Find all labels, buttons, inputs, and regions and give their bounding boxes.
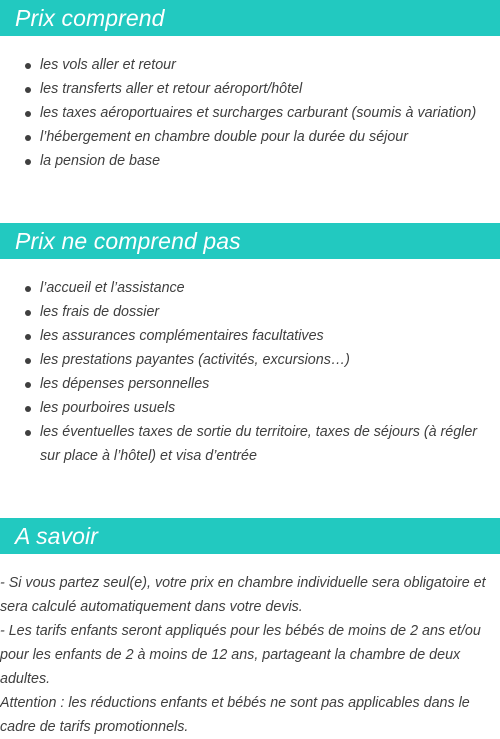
- included-section: [0, 0, 500, 36]
- bullet-icon: [25, 358, 31, 364]
- included-title: Prix comprend: [15, 5, 165, 31]
- bullet-icon: [25, 87, 31, 93]
- included-list: [0, 53, 500, 173]
- excluded-header-bar: [0, 223, 500, 259]
- excluded-section: [0, 223, 500, 259]
- info-paragraph: - Les tarifs enfants seront appliqués pour les bébés de moins de 2 ans et/ou pour les enfants de 2 à moins de 12 ans, partageant la chambre de deux adultes.: [0, 623, 481, 687]
- list-item: [0, 125, 500, 149]
- info-paragraph: Attention : les réductions enfants et bébés ne sont pas applicables dans le cadre de tarifs promotionnels.: [0, 695, 470, 735]
- list-item-text: l’hébergement en chambre double pour la durée du séjour: [40, 129, 408, 145]
- list-item-text: l’accueil et l’assistance: [40, 280, 185, 296]
- bullet-icon: [25, 334, 31, 340]
- bullet-icon: [25, 63, 31, 69]
- bullet-icon: [25, 430, 31, 436]
- list-item-text: les pourboires usuels: [40, 400, 176, 416]
- bullet-icon: [25, 382, 31, 388]
- list-item: [0, 396, 500, 420]
- info-title: A savoir: [15, 523, 99, 549]
- list-item-text: les prestations payantes (activités, excursions…): [40, 352, 350, 368]
- list-item-text: les transferts aller et retour aéroport/hôtel: [40, 81, 303, 97]
- list-item-text: les vols aller et retour: [40, 57, 176, 73]
- info-section: [0, 518, 500, 554]
- bullet-icon: [25, 406, 31, 412]
- excluded-list: [0, 276, 500, 468]
- included-header-bar: [0, 0, 500, 36]
- list-item: [0, 420, 500, 468]
- list-item: [0, 77, 500, 101]
- bullet-icon: [25, 310, 31, 316]
- info-text: [0, 571, 500, 739]
- info-paragraph: - Si vous partez seul(e), votre prix en chambre individuelle sera obligatoire et sera calculé automatiquement dans votre devis.: [0, 575, 486, 615]
- bullet-icon: [25, 286, 31, 292]
- list-item: [0, 149, 500, 173]
- list-item-text: les assurances complémentaires facultatives: [40, 328, 324, 344]
- list-item-text: les taxes aéroportuaires et surcharges carburant (soumis à variation): [40, 105, 477, 121]
- list-item-text: les dépenses personnelles: [40, 376, 210, 392]
- list-item: [0, 324, 500, 348]
- list-item: [0, 101, 500, 125]
- bullet-icon: [25, 159, 31, 165]
- bullet-icon: [25, 111, 31, 117]
- list-item: [0, 348, 500, 372]
- info-header-bar: [0, 518, 500, 554]
- list-item: [0, 372, 500, 396]
- bullet-icon: [25, 135, 31, 141]
- list-item: [0, 300, 500, 324]
- list-item: [0, 276, 500, 300]
- list-item-text: les éventuelles taxes de sortie du territoire, taxes de séjours (à régler sur place à l’hôtel) et visa d’entrée: [40, 424, 478, 464]
- list-item-text: les frais de dossier: [40, 304, 160, 320]
- list-item-text: la pension de base: [40, 153, 161, 169]
- list-item: [0, 53, 500, 77]
- excluded-title: Prix ne comprend pas: [15, 228, 241, 254]
